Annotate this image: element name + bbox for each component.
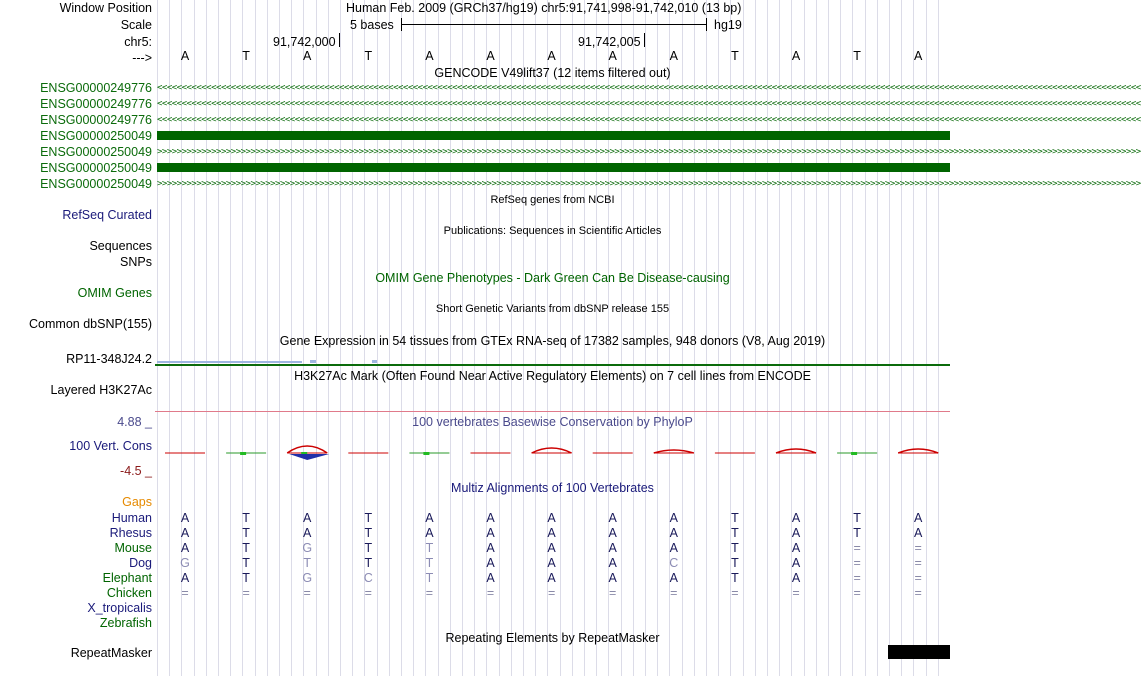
alignment-base: T xyxy=(853,526,861,540)
refseq-label[interactable]: RefSeq Curated xyxy=(62,208,152,222)
phylop-wiggle xyxy=(155,440,950,470)
alignment-base: G xyxy=(302,571,313,585)
alignment-base: = xyxy=(853,556,861,570)
reference-base: T xyxy=(242,49,250,63)
alignment-base: A xyxy=(791,511,801,525)
gencode-title[interactable]: GENCODE V49lift37 (12 items filtered out) xyxy=(434,66,671,80)
alignment-base: A xyxy=(608,541,617,555)
alignment-base: T xyxy=(242,571,250,585)
omim-label[interactable]: OMIM Genes xyxy=(77,286,152,300)
alignment-base: A xyxy=(791,526,801,540)
chrom-label: chr5: xyxy=(124,35,152,49)
window-position-label: Window Position xyxy=(59,1,152,15)
alignment-base: = xyxy=(914,571,922,585)
alignment-base: = xyxy=(853,586,861,600)
gaps-label[interactable]: Gaps xyxy=(122,495,152,509)
reference-base: A xyxy=(547,49,556,63)
alignment-base: A xyxy=(486,571,495,585)
phylop-peak xyxy=(532,448,572,453)
alignment-base: A xyxy=(608,511,617,525)
scale-bar xyxy=(401,24,707,25)
alignment-base: A xyxy=(669,541,678,555)
alignment-base: T xyxy=(425,541,434,555)
species-label[interactable]: Chicken xyxy=(106,586,152,600)
reference-base: A xyxy=(791,49,801,63)
alignment-base: C xyxy=(669,556,679,570)
position-tick-label-2: 91,742,005 xyxy=(578,35,641,49)
alignment-base: = xyxy=(609,586,617,600)
alignment-base: G xyxy=(302,541,313,555)
position-tick-label-1: 91,742,000 xyxy=(273,35,336,49)
alignment-base: T xyxy=(242,541,250,555)
alignment-base: = xyxy=(914,541,922,555)
alignment-base: = xyxy=(914,586,922,600)
alignment-base: T xyxy=(364,541,373,555)
phylop-max: 4.88 _ xyxy=(117,415,152,429)
phylop-negative-dip xyxy=(289,454,329,460)
gtex-bar-3 xyxy=(372,360,377,363)
alignment-base: T xyxy=(364,556,373,570)
alignment-base: A xyxy=(608,571,617,585)
h3k27ac-baseline xyxy=(155,411,950,412)
alignment-base: = xyxy=(303,586,311,600)
gencode-exon-block[interactable] xyxy=(157,131,950,140)
alignment-base: = xyxy=(486,586,495,600)
species-label[interactable]: Human xyxy=(111,511,152,525)
alignment-base: A xyxy=(547,526,556,540)
phylop-peak xyxy=(898,449,938,453)
alignment-base: T xyxy=(303,556,311,570)
alignment-base: A xyxy=(425,511,434,525)
alignment-base: A xyxy=(547,511,556,525)
scale-bar-left-tick xyxy=(401,18,402,31)
alignment-base: A xyxy=(486,526,495,540)
alignment-base: A xyxy=(303,511,312,525)
alignment-base: T xyxy=(242,511,250,525)
phylop-negative-mark xyxy=(851,452,857,455)
alignment-base: = xyxy=(853,541,861,555)
gencode-gene-label[interactable]: ENSG00000250049 xyxy=(40,145,152,159)
alignment-base: A xyxy=(180,541,190,555)
alignment-base: = xyxy=(181,586,189,600)
assembly-label: hg19 xyxy=(714,18,742,32)
alignment-base: A xyxy=(791,556,801,570)
snps-label[interactable]: SNPs xyxy=(120,255,152,269)
phylop-title[interactable]: 100 vertebrates Basewise Conservation by PhyloP xyxy=(412,415,693,429)
alignment-base: = xyxy=(547,586,556,600)
gtex-label[interactable]: RP11-348J24.2 xyxy=(66,352,152,366)
alignment-base: A xyxy=(547,541,556,555)
alignment-base: A xyxy=(425,526,434,540)
dbsnp-title[interactable]: Short Genetic Variants from dbSNP release 155 xyxy=(435,303,670,315)
scale-bar-right-tick xyxy=(706,18,707,31)
alignment-base: = xyxy=(242,586,250,600)
alignment-base: C xyxy=(363,571,373,585)
gencode-exon-block[interactable] xyxy=(157,163,950,172)
alignment-base: = xyxy=(425,586,434,600)
phylop-negative-mark xyxy=(423,452,429,455)
alignment-base: A xyxy=(669,526,678,540)
scale-text: 5 bases xyxy=(350,18,394,32)
alignment-base: A xyxy=(608,556,617,570)
alignment-base: T xyxy=(731,526,739,540)
gencode-intron-minus-strand[interactable]: <<<<<<<<<<<<<<<<<<<<<<<<<<<<<<<<<<<<<<<<<<<<<<<<<<<<<<<<<<<<<<<<<<<<<<<<<<<<<<<<<<<<<<<<<<<<<<<<<<<<<<<<<<<<<<<<<<<<<<<<<<<<<<<<<<<<<<<<<<<<<<<<<<<<<<<<<<<<<<<<<<<<<<<<<<<<<<<<<<<<<<<<<<<<<<<<<<<<<<<< xyxy=(157,83,1141,93)
sequences-label[interactable]: Sequences xyxy=(89,239,152,253)
alignment-base: T xyxy=(425,556,434,570)
gencode-gene-label[interactable]: ENSG00000249776 xyxy=(40,97,152,111)
h3k27ac-title[interactable]: H3K27Ac Mark (Often Found Near Active Regulatory Elements) on 7 cell lines from ENCODE xyxy=(294,369,811,383)
alignment-base: T xyxy=(242,556,250,570)
scale-label: Scale xyxy=(120,18,152,32)
alignment-base: A xyxy=(914,511,923,525)
species-label[interactable]: Elephant xyxy=(102,571,152,585)
alignment-base: A xyxy=(486,541,495,555)
alignment-base: A xyxy=(669,571,678,585)
alignment-base: A xyxy=(486,556,495,570)
gtex-bar-2 xyxy=(310,360,316,363)
alignment-base: T xyxy=(242,526,250,540)
alignment-base: = xyxy=(731,586,739,600)
alignment-base: T xyxy=(731,571,739,585)
alignment-base: A xyxy=(547,556,556,570)
gencode-intron-minus-strand[interactable]: <<<<<<<<<<<<<<<<<<<<<<<<<<<<<<<<<<<<<<<<<<<<<<<<<<<<<<<<<<<<<<<<<<<<<<<<<<<<<<<<<<<<<<<<<<<<<<<<<<<<<<<<<<<<<<<<<<<<<<<<<<<<<<<<<<<<<<<<<<<<<<<<<<<<<<<<<<<<<<<<<<<<<<<<<<<<<<<<<<<<<<<<<<<<<<<<<<<<<<<< xyxy=(157,99,1141,109)
alignment-base: A xyxy=(914,526,923,540)
alignment-base: T xyxy=(425,571,434,585)
reference-base: A xyxy=(425,49,434,63)
alignment-base: A xyxy=(303,526,312,540)
alignment-base: = xyxy=(792,586,800,600)
alignment-base: T xyxy=(853,511,861,525)
alignment-base: = xyxy=(670,586,678,600)
phylop-peak xyxy=(776,449,816,453)
alignment-base: T xyxy=(731,556,739,570)
alignment-base: A xyxy=(791,541,801,555)
reference-base: T xyxy=(364,49,373,63)
alignment-base: G xyxy=(180,556,190,570)
alignment-base: A xyxy=(669,511,678,525)
alignment-base: T xyxy=(731,511,739,525)
alignment-base: = xyxy=(853,571,861,585)
repeat-title[interactable]: Repeating Elements by RepeatMasker xyxy=(445,631,660,645)
alignment-base: A xyxy=(180,511,190,525)
species-label[interactable]: Zebrafish xyxy=(99,616,152,630)
phylop-peak xyxy=(287,446,327,453)
alignment-base: A xyxy=(791,571,801,585)
species-label[interactable]: Mouse xyxy=(114,541,152,555)
omim-title[interactable]: OMIM Gene Phenotypes - Dark Green Can Be Disease-causing xyxy=(375,271,730,285)
alignment-base: A xyxy=(547,571,556,585)
reference-base: A xyxy=(303,49,312,63)
species-label[interactable]: Rhesus xyxy=(109,526,152,540)
position-title: Human Feb. 2009 (GRCh37/hg19) chr5:91,741,998-91,742,010 (13 bp) xyxy=(346,1,742,15)
multiz-title[interactable]: Multiz Alignments of 100 Vertebrates xyxy=(451,481,654,495)
reference-base: A xyxy=(669,49,678,63)
gtex-title[interactable]: Gene Expression in 54 tissues from GTEx RNA-seq of 17382 samples, 948 donors (V8, Aug 2019) xyxy=(279,334,826,348)
gencode-intron-minus-strand[interactable]: <<<<<<<<<<<<<<<<<<<<<<<<<<<<<<<<<<<<<<<<<<<<<<<<<<<<<<<<<<<<<<<<<<<<<<<<<<<<<<<<<<<<<<<<<<<<<<<<<<<<<<<<<<<<<<<<<<<<<<<<<<<<<<<<<<<<<<<<<<<<<<<<<<<<<<<<<<<<<<<<<<<<<<<<<<<<<<<<<<<<<<<<<<<<<<<<<<<<<<<< xyxy=(157,115,1141,125)
species-label[interactable]: Dog xyxy=(129,556,152,570)
reference-base: A xyxy=(608,49,617,63)
alignment-base: A xyxy=(608,526,617,540)
gtex-bar-1 xyxy=(157,361,302,363)
reference-base: A xyxy=(914,49,923,63)
h3k27ac-label[interactable]: Layered H3K27Ac xyxy=(50,383,152,397)
alignment-base: T xyxy=(364,511,373,525)
gencode-gene-label[interactable]: ENSG00000249776 xyxy=(40,81,152,95)
gencode-gene-label[interactable]: ENSG00000249776 xyxy=(40,113,152,127)
gencode-intron-plus-strand[interactable]: >>>>>>>>>>>>>>>>>>>>>>>>>>>>>>>>>>>>>>>>>>>>>>>>>>>>>>>>>>>>>>>>>>>>>>>>>>>>>>>>>>>>>>>>>>>>>>>>>>>>>>>>>>>>>>>>>>>>>>>>>>>>>>>>>>>>>>>>>>>>>>>>>>>>>>>>>>>>>>>>>>>>>>>>>>>>>>>>>>>>>>>>>>>>>>>>>>>>>>>> xyxy=(157,147,1141,157)
reference-base: T xyxy=(731,49,739,63)
gencode-intron-plus-strand[interactable]: >>>>>>>>>>>>>>>>>>>>>>>>>>>>>>>>>>>>>>>>>>>>>>>>>>>>>>>>>>>>>>>>>>>>>>>>>>>>>>>>>>>>>>>>>>>>>>>>>>>>>>>>>>>>>>>>>>>>>>>>>>>>>>>>>>>>>>>>>>>>>>>>>>>>>>>>>>>>>>>>>>>>>>>>>>>>>>>>>>>>>>>>>>>>>>>>>>>>>>>> xyxy=(157,179,1141,189)
repeat-label[interactable]: RepeatMasker xyxy=(70,646,152,660)
gtex-baseline xyxy=(155,364,950,366)
phylop-min: -4.5 _ xyxy=(120,464,152,478)
reference-base: A xyxy=(486,49,495,63)
position-tick-1 xyxy=(339,33,340,47)
pubs-title[interactable]: Publications: Sequences in Scientific Articles xyxy=(443,225,662,237)
gencode-gene-label[interactable]: ENSG00000250049 xyxy=(40,129,152,143)
dbsnp-label[interactable]: Common dbSNP(155) xyxy=(29,317,152,331)
gencode-gene-label[interactable]: ENSG00000250049 xyxy=(40,177,152,191)
alignment-base: A xyxy=(180,571,190,585)
repeat-element[interactable] xyxy=(888,645,950,659)
alignment-base: T xyxy=(731,541,739,555)
alignment-base: = xyxy=(914,556,922,570)
refseq-title[interactable]: RefSeq genes from NCBI xyxy=(490,194,615,206)
strand-label: ---> xyxy=(132,51,152,65)
reference-base: T xyxy=(853,49,861,63)
phylop-negative-mark xyxy=(240,452,246,455)
position-tick-2 xyxy=(644,33,645,47)
alignment-base: A xyxy=(180,526,190,540)
alignment-base: = xyxy=(364,586,372,600)
reference-base: A xyxy=(180,49,190,63)
gencode-gene-label[interactable]: ENSG00000250049 xyxy=(40,161,152,175)
species-label[interactable]: X_tropicalis xyxy=(87,601,152,615)
phylop-label[interactable]: 100 Vert. Cons xyxy=(69,439,152,453)
alignment-base: A xyxy=(486,511,495,525)
alignment-base: T xyxy=(364,526,373,540)
